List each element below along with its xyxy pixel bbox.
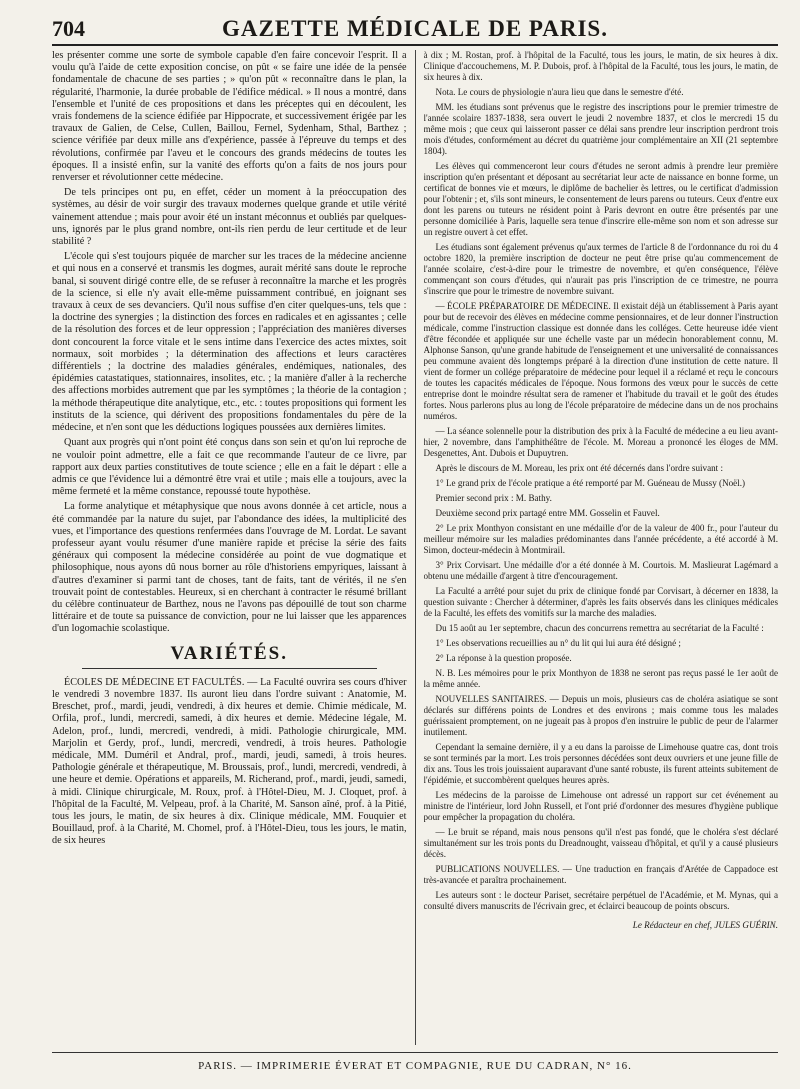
journal-title: GAZETTE MÉDICALE DE PARIS. xyxy=(222,16,608,41)
paragraph: La forme analytique et métaphysique que nous avons donnée à cet article, nous a été commandée par la nature du sujet, par l'abondance des idées, la multiplicité des vues, et l'importance des questions renfermées dans l'ouvrage de M. Lordat. Le savant professeur ayant voulu résumer d'une manière rapide et précise la série des faits généraux qui composent la médecine considérée au point de vue dogmatique et philosophique, nous ayons dû nous borner au rôle d'historiens empyriques, laissant à d'autres d'examiner si parmi tant de choses, tant de faits, tant de vérités, il ne s'en trouvait point de contestables. Heureux, si en cherchant à contracter le résumé brillant du célèbre continuateur de Barthez, nous ne l'avons pas dépouillé de tout son charme littéraire et de toute sa puissance de conviction, pour ne lui laisser que les apparences d'un logomachie scolastique. xyxy=(52,501,407,635)
page-number: 704 xyxy=(52,16,85,41)
paragraph: 3° Prix Corvisart. Une médaille d'or a été donnée à M. Courtois. M. Maslieurat Lagémard a obtenu une médaille d'argent à titre d'encouragement. xyxy=(423,560,778,581)
paragraph: Du 15 août au 1er septembre, chacun des concurrens remettra au secrétariat de la Faculté : xyxy=(435,623,764,633)
paragraph: MM. les étudians sont prévenus que le registre des inscriptions pour le premier trimestre de l'année scolaire 1837-1838, sera ouvert le jeudi 2 novembre 1837, et clos le mercredi 15 du même mois ; que ceux qui laisseront passer ce délai sans prendre leur inscription perdront trois mois d'études, conformément au décret du quatrième jour complémentaire an XII (21 septembre 1804). xyxy=(423,102,778,156)
two-column-body xyxy=(52,50,778,1045)
paragraph: Quant aux progrès qui n'ont point été conçus dans son sein et qu'on lui reproche de ne vouloir point admettre, elle a fait ce que recommande l'auteur de ce livre, par rapport aux deux parties constitutives de toute science ; elle en a fait le départ : elle a admis ce que l'évidence lui a démontré être vrai et utile ; mais elle a toujours, avec la même fermeté et la même constance, repoussé toute hypothèse. xyxy=(52,437,407,498)
paragraph: 1° Le grand prix de l'école pratique a été remporté par M. Guéneau de Mussy (Noël.) xyxy=(435,478,746,488)
paragraph: 1° Les observations recueillies au n° du lit qui lui aura été désigné ; xyxy=(435,638,681,648)
paragraph: ÉCOLES DE MÉDECINE ET FACULTÉS. — La Faculté ouvrira ses cours d'hiver le vendredi 3 novembre 1837. Ils auront lieu dans l'ordre suivant : Anatomie, M. Breschet, prof., mardi, jeudi, vendredi, à dix heures et demie. Chimie médicale, M. Orfila, prof., lundi, mercredi, samedi, à dix heures et demie. Médecine légale, M. Adelon, prof., lundi, mercredi, vendredi, à midi. Pathologie chirurgicale, MM. Marjolin et Gerdy, prof., lundi, mercredi, vendredi, à trois heures. Pathologie médicale, MM. Duméril et Andral, prof., mardi, jeudi, samedi, à trois heures. Pathologie générale et thérapeutique, M. Broussais, prof., lundi, mercredi, vendredi, à une heure et demie. Opérations et appareils, M. Richerand, prof., mardi, jeudi, samedi, à midi. Clinique chirurgicale, M. Roux, prof. à l'Hôtel-Dieu, M. J. Cloquet, prof. à l'hôpital de la Faculté, M. Velpeau, prof. à la Charité, M. Sanson aîné, prof. à la Pitié, tous les jours, le matin, de six heures à dix. Clinique médicale, MM. Fouquier et Bouillaud, prof. à la Charité, M. Chomel, prof. à l'Hôtel-Dieu, tous les jours, le matin, de six heures xyxy=(52,676,407,847)
left-column xyxy=(52,50,407,1045)
paragraph: les présenter comme une sorte de symbole capable d'en faire concevoir l'esprit. Il a voulu qu'à l'aide de cette exposition concise, on pût « se faire une idée de la pensée fondamentale de chacune de ses parties ; » qu'on pût « reconnaître dans le plan, la régularité, l'harmonie, la durée probable de l'édifice médical. » Il nous a montré, dans l'ensemble et l'unité de ces propositions et dans les préceptes qui en découlent, les vrais fondemens de la science édifiée par Hippocrate, et successivement érigée par les travaux de Galien, de Celse, Cullen, Baillou, Fernel, Sydenham, Sthal, Barthez ; science vérifiée par deux mille ans d'expérience, passée à l'épreuve du temps et des révolutions, confirmée par l'aveu et le concours des grands médecins de toutes les époques. Il a insisté enfin, sur la vanité des efforts qu'on a faits de nos jours pour renverser et révolutionner cette médecine. xyxy=(52,50,407,184)
section-heading-varietes: VARIÉTÉS. xyxy=(170,642,288,664)
paragraph: La Faculté a arrêté pour sujet du prix de clinique fondé par Corvisart, à décerner en 1838, la question suivante : Chercher à déterminer, d'après les faits observés dans les cliniques médicales de la Faculté, les effets des vomitifs sur la marche des maladies. xyxy=(423,586,778,618)
paragraph: Deuxième second prix partagé entre MM. Gosselin et Fauvel. xyxy=(435,508,660,518)
paragraph: Les auteurs sont : le docteur Pariset, secrétaire perpétuel de l'Académie, et M. Mynas, qui a consulté divers manuscrits de l'écrivain grec, et éclairci beaucoup de points obscurs. xyxy=(423,890,778,911)
right-column xyxy=(424,50,779,1045)
header-rule xyxy=(52,44,778,46)
paragraph: — La séance solennelle pour la distribution des prix à la Faculté de médecine a eu lieu avant-hier, 2 novembre, dans l'amphithéâtre de l'école. M. Moreau a prononcé les éloges de MM. Desgenettes, Ant. Dubois et Dupuytren. xyxy=(423,426,778,458)
printer-imprint: PARIS. — IMPRIMERIE ÉVERAT ET COMPAGNIE, RUE DU CADRAN, N° 16. xyxy=(198,1060,632,1072)
paragraph: Nota. Le cours de physiologie n'aura lieu que dans le semestre d'été. xyxy=(435,87,684,97)
paragraph: NOUVELLES SANITAIRES. — Depuis un mois, plusieurs cas de choléra asiatique se sont déclarés sur différens points de Londres et des environs ; mais comme tous les malades guérissaient promptement, on ne jugeait pas à propos d'en instruire le public de peur de l'alarmer inutilement. xyxy=(423,694,778,737)
paragraph: Après le discours de M. Moreau, les prix ont été décernés dans l'ordre suivant : xyxy=(435,463,724,473)
paragraph: — ÉCOLE PRÉPARATOIRE DE MÉDECINE. Il existait déjà un établissement à Paris ayant pour but de recevoir des élèves en médecine comme pensionnaires, et de leur donner l'instruction médicale, comme l'instruction classique est donnée dans les colléges. Cette heureuse idée vient d'être fécondée et appliquée sur une échelle vaste par un médecin honorablement connu, M. Alphonse Sanson, qu'une grande habitude de l'enseignement et une universalité de connaissances peu commune avaient dès longtemps préparé à la direction d'une institution de cette nature. Il vient de former un collége préparatoire de médecine pour lequel il a réclamé et reçu le concours de toutes les capacités médicales de l'époque. Nous formons des vœux pour le succès de cette entreprise dont le moindre résultat sera de ramener et l'habitude du travail et le goût des études fortes. Nous parlerons plus au long de l'école préparatoire de médecine dans un de nos prochains numéros. xyxy=(423,301,778,421)
paragraph: Premier second prix : M. Bathy. xyxy=(435,493,552,503)
column-divider xyxy=(415,50,416,1045)
paragraph: 2° Le prix Monthyon consistant en une médaille d'or de la valeur de 400 fr., pour l'auteur du meilleur mémoire sur les maladies prédominantes dans l'année précédente, a été accordé à M. Simon, docteur-médecin à Montmirail. xyxy=(423,523,778,555)
paragraph: Cependant la semaine dernière, il y a eu dans la paroisse de Limehouse quatre cas, dont trois se sont terminés par la mort. Les trois personnes décédées sont deux ouvriers et une jeune fille de dix ans. Tous les trois jouissaient auparavant d'une santé robuste, ils furent atteints subitement de l'épidémie, et succombèrent quelques heures après. xyxy=(423,742,778,785)
paragraph: De tels principes ont pu, en effet, céder un moment à la préoccupation des systèmes, au désir de voir surgir des travaux modernes quelque grande et utile vérité vainement attendue ; mais pour avoir été un instant méconnus et oubliés par quelques-uns, ignorés par le plus grand nombre, ont-ils rien perdu de leur certitude et de leur stabilité ? xyxy=(52,187,407,248)
paragraph: N. B. Les mémoires pour le prix Monthyon de 1838 ne seront pas reçus passé le 1er août de la même année. xyxy=(423,668,778,689)
paragraph: Les médecins de la paroisse de Limehouse ont adressé un rapport sur cet événement au ministre de l'intérieur, lord John Russell, et l'ont prié d'ordonner des mesures d'hygiène publique pour empêcher la propagation du choléra. xyxy=(423,790,778,822)
editor-signature: Le Rédacteur en chef, JULES GUÉRIN. xyxy=(632,920,778,930)
page-header xyxy=(52,10,778,44)
section-rule xyxy=(82,668,377,669)
footer-rule xyxy=(52,1052,778,1053)
paragraph: — Le bruit se répand, mais nous pensons qu'il n'est pas fondé, que le choléra s'est déclaré simultanément sur les trois ponts du Dreadnought, vaisseau d'hôpital, et qu'il y a causé plusieurs décès. xyxy=(423,827,778,859)
paragraph: PUBLICATIONS NOUVELLES. — Une traduction en français d'Arétée de Cappadoce est très-avancée et paraîtra prochainement. xyxy=(423,864,778,885)
paragraph: L'école qui s'est toujours piquée de marcher sur les traces de la médecine ancienne et qui nous en a conservé et transmis les dogmes, aurait mérité sans doute le reproche banal, si souvent dirigé contre elle, de se refuser à reconnaître la marche et les progrès de la science, si elle n'y avait elle-même puissamment contribué, en joignant ses travaux à ceux de ses devanciers. Qu'il nous suffise d'en citer quelques-uns, tels que : la doctrine des synergies ; la distinction des forces en radicales et en agissantes ; celle de la résolution des forces et de leur oppression ; l'appréciation des manières diverses dont concourent la force vitale et le sens intime dans l'exercice des actes mixtes, soit normaux, soit morbides ; la détermination des affections et leurs caractères différentiels ; la doctrine des maladies générales, endémiques, nationales, des épidémies catastatiques, stationnaires, insolites, etc. ; la manière d'aller à la recherche des affections morbides autrement que par les symptômes ; la théorie de la contagion ; la méthode thérapeutique dite analytique, etc., etc. : toutes propositions qui forment les instituts de la science, qui dérivent des propositions fondamentales du père de la médecine, et n'en sont que les déductions logiques poussées aux dernières limites. xyxy=(52,251,407,434)
paragraph: à dix ; M. Rostan, prof. à l'hôpital de la Faculté, tous les jours, le matin, de six heures à dix. Clinique d'accouchemens, M. P. Dubois, prof. à l'hôpital de la Faculté, tous les jours, le matin, de six heures à dix. xyxy=(423,50,778,82)
paragraph: Les élèves qui commenceront leur cours d'études ne seront admis à prendre leur première inscription qu'en présentant et déposant au secrétariat leur acte de naissance en bonne forme, un certificat de bonnes vie et mœurs, le diplôme de bachelier ès lettres, ou le certificat d'admission pour l'obtenir ; et, s'ils sont mineurs, le consentement de leurs parens ou tuteurs. Ceux d'entre eux dont les parens ou tuteurs ne résident point à Paris devront en outre être présentés par une personne domiciliée à Paris, laquelle sera tenue d'inscrire elle-même son nom et son adresse sur un registre ouvert à cet effet. xyxy=(423,161,778,237)
paragraph: Les étudians sont également prévenus qu'aux termes de l'article 8 de l'ordonnance du roi du 4 octobre 1820, la première inscription de docteur ne peut être prise qu'au commencement de l'année scolaire, c'est-à-dire pour le trimestre de novembre, et qu'en conséquence, l'élève commençant son cours d'études, qui n'aurait pas pris l'inscription de ce trimestre, ne pourra s'inscrire que pour le trimestre de novembre suivant. xyxy=(423,242,778,296)
paragraph: 2° La réponse à la question proposée. xyxy=(435,653,572,663)
